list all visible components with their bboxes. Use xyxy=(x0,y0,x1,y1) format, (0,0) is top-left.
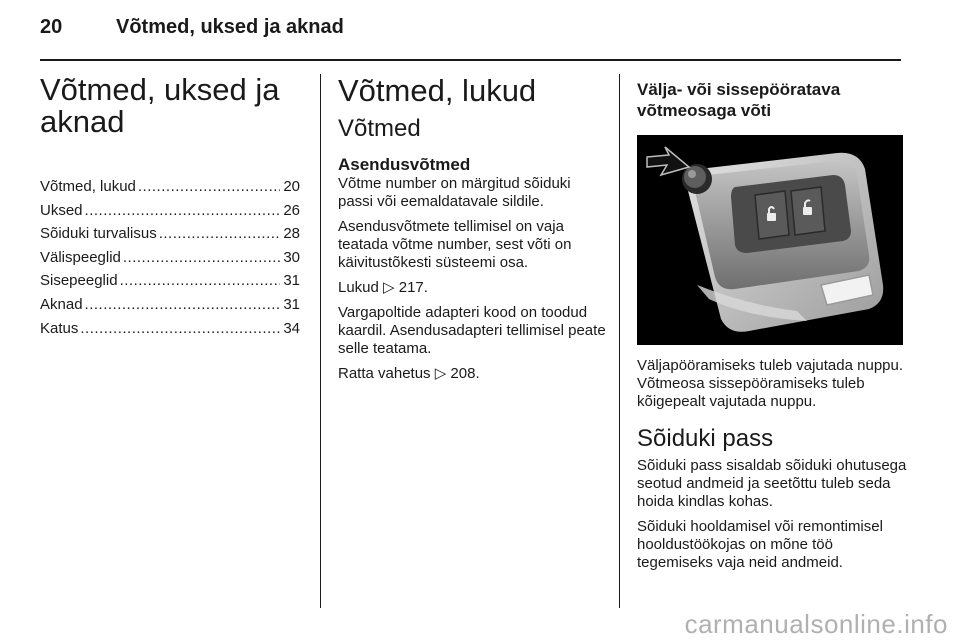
figure-caption: Väljapööramiseks tuleb vajutada nuppu. Võtmeosa sissepööramiseks tuleb kõigepealt vajutada nuppu. xyxy=(637,357,904,410)
topic-heading: Välja- või sissepööratava võtmeosaga võti xyxy=(637,80,841,120)
cross-reference-locks[interactable]: Lukud ▷ 217. xyxy=(338,279,428,296)
toc-leader-dots xyxy=(138,178,280,195)
page-number: 20 xyxy=(40,16,63,38)
key-fob-illustration xyxy=(637,135,903,345)
chapter-title: Võtmed, uksed ja aknad xyxy=(40,72,280,139)
toc-entry-roof[interactable] xyxy=(40,320,300,344)
toc-entry-exterior-mirrors[interactable] xyxy=(40,249,300,273)
subsection-heading: Sõiduki pass xyxy=(637,425,774,452)
toc-entry-label: Uksed xyxy=(40,201,83,219)
toc-entry-page: 31 xyxy=(283,272,300,290)
release-button xyxy=(682,164,712,194)
right-column xyxy=(637,74,907,579)
toc-entry-interior-mirrors[interactable] xyxy=(40,272,300,296)
toc-leader-dots xyxy=(120,272,281,289)
toc-entry-page: 30 xyxy=(283,248,300,266)
toc-entry-page: 26 xyxy=(283,201,300,219)
toc-entry-label: Katus xyxy=(40,319,79,337)
toc-entry-label: Võtmed, lukud xyxy=(40,178,136,195)
paragraph-wheel-bolt-adapter: Vargapoltide adapteri kood on toodud kaardil. Asendusadapteri tellimisel peate selle teatama. xyxy=(338,304,606,357)
toc-leader-dots xyxy=(80,320,280,337)
column-divider-2 xyxy=(619,74,620,608)
column-divider-1 xyxy=(320,74,321,608)
topic-heading: Asendusvõtmed xyxy=(338,155,471,174)
toc-entry-keys-locks[interactable] xyxy=(40,178,300,202)
running-header-title: Võtmed, uksed ja aknad xyxy=(116,16,344,38)
paragraph-vehicle-passport: Sõiduki pass sisaldab sõiduki ohutusega seotud andmeid ja seetõttu tuleb seda hoida kindlas kohas. xyxy=(637,457,907,510)
toc-entry-page: 31 xyxy=(283,295,300,313)
toc-entry-label: Sisepeeglid xyxy=(40,272,118,290)
header-rule xyxy=(40,59,901,61)
toc-entry-vehicle-security[interactable] xyxy=(40,225,300,249)
toc-entry-label: Välispeeglid xyxy=(40,248,121,266)
toc-entry-doors[interactable] xyxy=(40,202,300,226)
paragraph-key-number: Võtme number on märgitud sõiduki passi või eemaldatavale sildile. xyxy=(338,175,571,210)
toc-entry-label: Sõiduki turvalisus xyxy=(40,225,157,243)
toc-leader-dots xyxy=(159,225,281,242)
table-of-contents xyxy=(40,178,300,343)
cross-reference-wheel-change[interactable]: Ratta vahetus ▷ 208. xyxy=(338,365,480,382)
section-heading: Võtmed, lukud xyxy=(338,73,537,108)
paragraph-service-data: Sõiduki hooldamisel või remontimisel hooldustöökojas on mõne töö tegemiseks vaja neid andmeid. xyxy=(637,518,883,571)
paragraph-replacement-keys: Asendusvõtmete tellimisel on vaja teatada võtme number, sest võti on käivitustõkesti süsteemi osa. xyxy=(338,218,572,271)
watermark: carmanualsonline.info xyxy=(684,609,948,639)
toc-entry-page: 34 xyxy=(283,319,300,337)
middle-column xyxy=(338,74,608,390)
toc-entry-windows[interactable] xyxy=(40,296,300,320)
toc-entry-label: Aknad xyxy=(40,295,83,313)
toc-leader-dots xyxy=(85,202,281,219)
toc-entry-page: 28 xyxy=(283,225,300,243)
toc-leader-dots xyxy=(123,249,280,266)
toc-entry-page: 20 xyxy=(283,178,300,195)
toc-leader-dots xyxy=(85,296,281,313)
subsection-heading: Võtmed xyxy=(338,115,421,142)
